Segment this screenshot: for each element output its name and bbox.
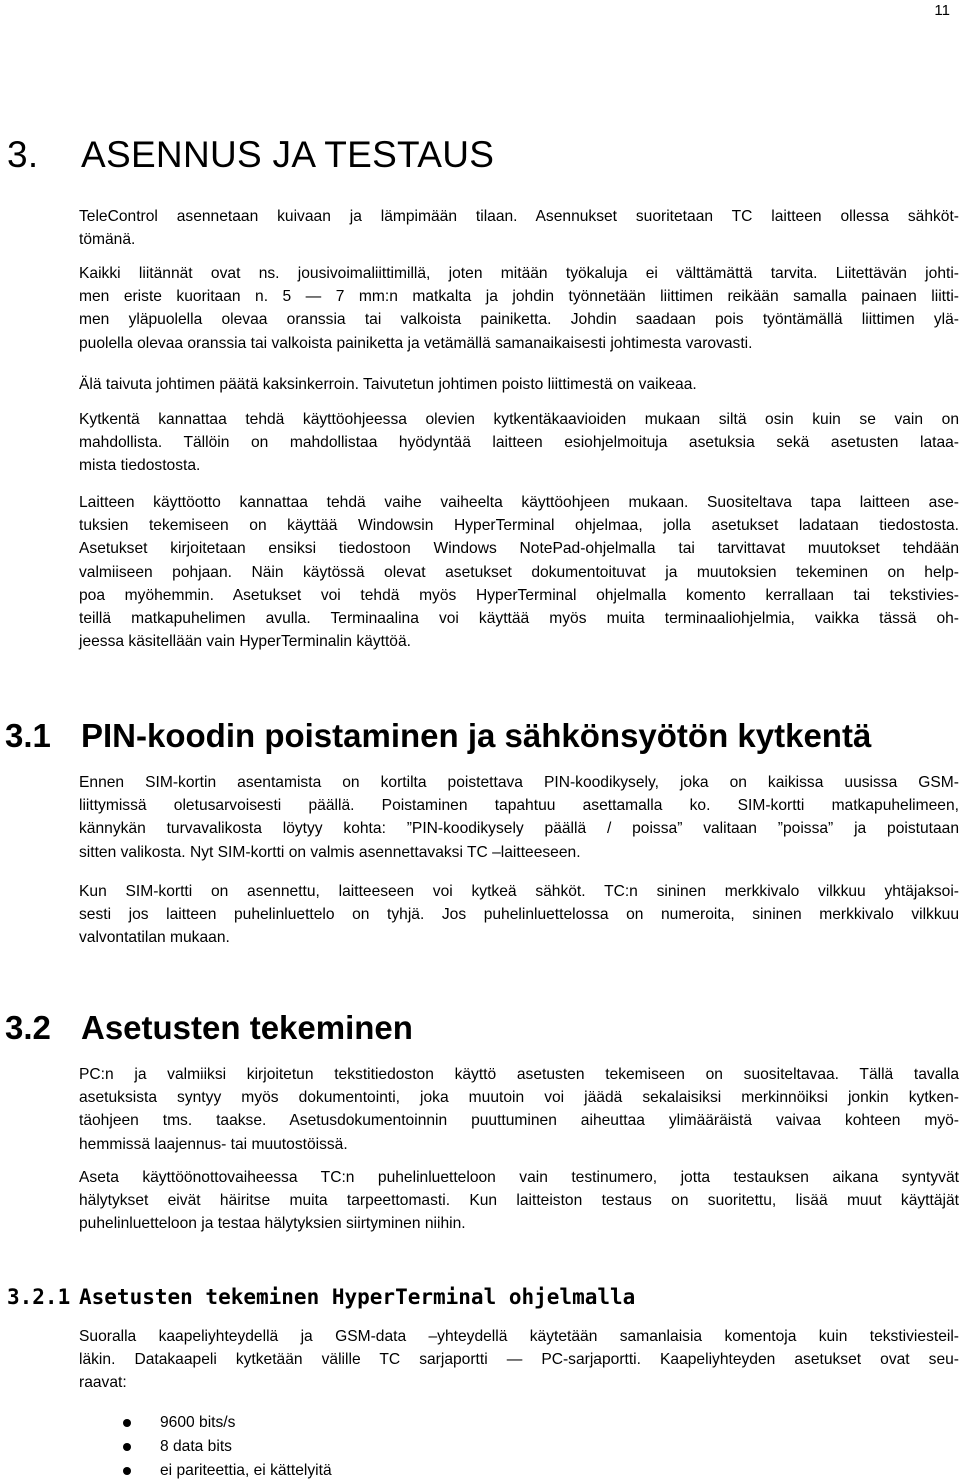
page-number: 11 bbox=[934, 2, 950, 19]
section-number: 3.2.1 bbox=[7, 1285, 71, 1309]
list-item bbox=[0, 1411, 332, 1435]
text-line: täohjeen tms. taakse. Asetusdokumentoinnin puuttuminen aiheuttaa ylimääräistä vaivaa kohteen myö- bbox=[79, 1112, 959, 1130]
paragraph bbox=[79, 408, 959, 478]
text-line: sesti jos laitteen puhelinluettelo on tyhjä. Jos puhelinluettelossa on numeroita, sininen merkkivalo vilkkuu bbox=[79, 906, 959, 924]
section-number: 3.1 bbox=[5, 717, 51, 754]
section-title: PIN-koodin poistaminen ja sähkönsyötön kytkentä bbox=[81, 717, 872, 754]
section-number: 3. bbox=[7, 134, 39, 175]
paragraph bbox=[79, 491, 959, 653]
text-line: tuksien tekemiseen on käyttää Windowsin HyperTerminal ohjelmaa, jolla asetukset ladataan tiedostosta. bbox=[79, 517, 959, 535]
paragraph bbox=[79, 771, 959, 864]
section-title: Asetusten tekeminen bbox=[81, 1009, 413, 1046]
paragraph bbox=[79, 373, 959, 396]
section-3-2-1-heading bbox=[0, 1285, 636, 1309]
bullet-icon bbox=[123, 1467, 131, 1475]
text-line: jeessa käsitellään vain HyperTerminalin käyttöä. bbox=[79, 633, 411, 651]
section-3-2-heading bbox=[0, 1009, 413, 1047]
text-line: men eriste kuoritaan n. 5 — 7 mm:n matkalta ja johdin työnnetään liittimen reikään samalla painaen liitti- bbox=[79, 288, 959, 306]
text-line: Älä taivuta johtimen päätä kaksinkerroin. Taivutetun johtimen poisto liittimestä on vaikeaa. bbox=[79, 376, 697, 393]
text-line: PC:n ja valmiiksi kirjoitetun tekstitiedoston käyttö asetusten tekemiseen on suositeltavaa. Tällä tavalla bbox=[79, 1066, 959, 1083]
text-line: kännykän turvavalikosta löytyy kohta: ”PIN-koodikysely päällä / poissa” valitaan ”poissa” ja poistutaan bbox=[79, 820, 959, 838]
list-item bbox=[0, 1459, 332, 1482]
section-title: ASENNUS JA TESTAUS bbox=[81, 134, 495, 175]
paragraph bbox=[79, 1325, 959, 1395]
text-line: puolella olevaa oranssia tai valkoista painiketta ja vetämällä samanaikaisesti johtimesta varovasti. bbox=[79, 334, 753, 352]
text-line: Kaikki liitännät ovat ns. jousivoimaliittimillä, joten mitään työkaluja ei välttämättä tarvita. Liitettävän johti- bbox=[79, 265, 959, 282]
text-line: Asetukset kirjoitetaan ensiksi tiedostoon Windows NotePad-ohjelmalla tai tarvittavat muutokset tehdään bbox=[79, 540, 959, 558]
paragraph bbox=[79, 262, 959, 355]
list-item-label: 9600 bits/s bbox=[160, 1414, 236, 1431]
text-line: puhelinluetteloon ja testaa hälytyksien siirtyminen niihin. bbox=[79, 1215, 466, 1233]
list-item bbox=[0, 1435, 332, 1459]
section-number: 3.2 bbox=[5, 1009, 51, 1046]
text-line: Kytkentä kannattaa tehdä käyttöohjeessa olevien kytkentäkaavioiden mukaan siltä osin kuin se vain on bbox=[79, 411, 959, 428]
text-line: asetuksista syntyy myös dokumentointi, joka muutoin voi jäädä sekalaisiksi merkinnöiksi jonkin kytken- bbox=[79, 1089, 959, 1107]
text-line: Laitteen käyttöotto kannattaa tehdä vaihe vaiheelta käyttöohjeen mukaan. Suositeltava tapa laitteen ase- bbox=[79, 494, 959, 511]
text-line: valvontatilan mukaan. bbox=[79, 929, 230, 947]
text-line: valmiiseen pohjaan. Näin käytössä olevat asetukset dokumentoituvat ja muutoksien tekeminen on help- bbox=[79, 563, 959, 581]
settings-list bbox=[0, 1411, 332, 1482]
text-line: läkin. Datakaapeli kytketään välille TC sarjaportti — PC-sarjaportti. Kaapeliyhteyden asetukset ovat seu- bbox=[79, 1351, 959, 1369]
text-line: Suoralla kaapeliyhteydellä ja GSM-data –yhteydellä käytetään samanlaisia komentoja kuin tekstiviesteil- bbox=[79, 1328, 959, 1345]
list-item-label: 8 data bits bbox=[160, 1437, 232, 1455]
text-line: men yläpuolella olevaa oranssia tai valkoista painiketta. Johdin saadaan pois työntämällä liittimen ylä- bbox=[79, 311, 959, 329]
text-line: poa myöhemmin. Asetukset voi tehdä myös HyperTerminal ohjelmalla komento kerrallaan tai tekstivies- bbox=[79, 586, 959, 604]
section-3-heading bbox=[0, 134, 495, 176]
paragraph bbox=[79, 880, 959, 950]
bullet-icon bbox=[123, 1419, 131, 1427]
text-line: hälytykset eivät häiritse muita tarpeettomasti. Kun laitteiston testaus on suoritettu, lisää muut käyttäjät bbox=[79, 1192, 959, 1210]
text-line: Aseta käyttöönottovaiheessa TC:n puhelinluetteloon vain testinumero, jotta testauksen aikana syntyvät bbox=[79, 1169, 959, 1186]
text-line: sitten valikosta. Nyt SIM-kortti on valmis asennettavaksi TC –laitteeseen. bbox=[79, 843, 581, 861]
paragraph bbox=[79, 205, 959, 251]
text-line: hemmissä laajennus- tai muutostöissä. bbox=[79, 1135, 348, 1153]
text-line: liittymissä oletusarvoisesti päällä. Poistaminen tapahtuu asettamalla ko. SIM-kortti matkapuhelimeen, bbox=[79, 797, 959, 815]
text-line: teillä matkapuhelimen avulla. Terminaalina voi käyttää myös muita terminaaliohjelmia, vaikka tässä oh- bbox=[79, 610, 959, 628]
paragraph bbox=[79, 1166, 959, 1236]
text-line: raavat: bbox=[79, 1374, 127, 1392]
section-3-1-heading bbox=[0, 717, 872, 755]
paragraph bbox=[79, 1063, 959, 1156]
section-title: Asetusten tekeminen HyperTerminal ohjelmalla bbox=[79, 1285, 636, 1309]
text-line: mahdollista. Tällöin on mahdollistaa hyödyntää laitteen esiohjelmoituja asetuksia sekä asetusten lataa- bbox=[79, 434, 959, 452]
text-line: mista tiedostosta. bbox=[79, 457, 201, 475]
text-line: tömänä. bbox=[79, 231, 136, 249]
text-line: TeleControl asennetaan kuivaan ja lämpimään tilaan. Asennukset suoritetaan TC laitteen ollessa sähköt- bbox=[79, 208, 959, 225]
text-line: Kun SIM-kortti on asennettu, laitteeseen voi kytkeä sähköt. TC:n sininen merkkivalo vilkkuu yhtäjaksoi- bbox=[79, 883, 959, 900]
text-line: Ennen SIM-kortin asentamista on kortilta poistettava PIN-koodikysely, joka on kaikissa uusissa GSM- bbox=[79, 774, 959, 791]
list-item-label: ei pariteettia, ei kättelyitä bbox=[160, 1461, 332, 1479]
bullet-icon bbox=[123, 1443, 131, 1451]
